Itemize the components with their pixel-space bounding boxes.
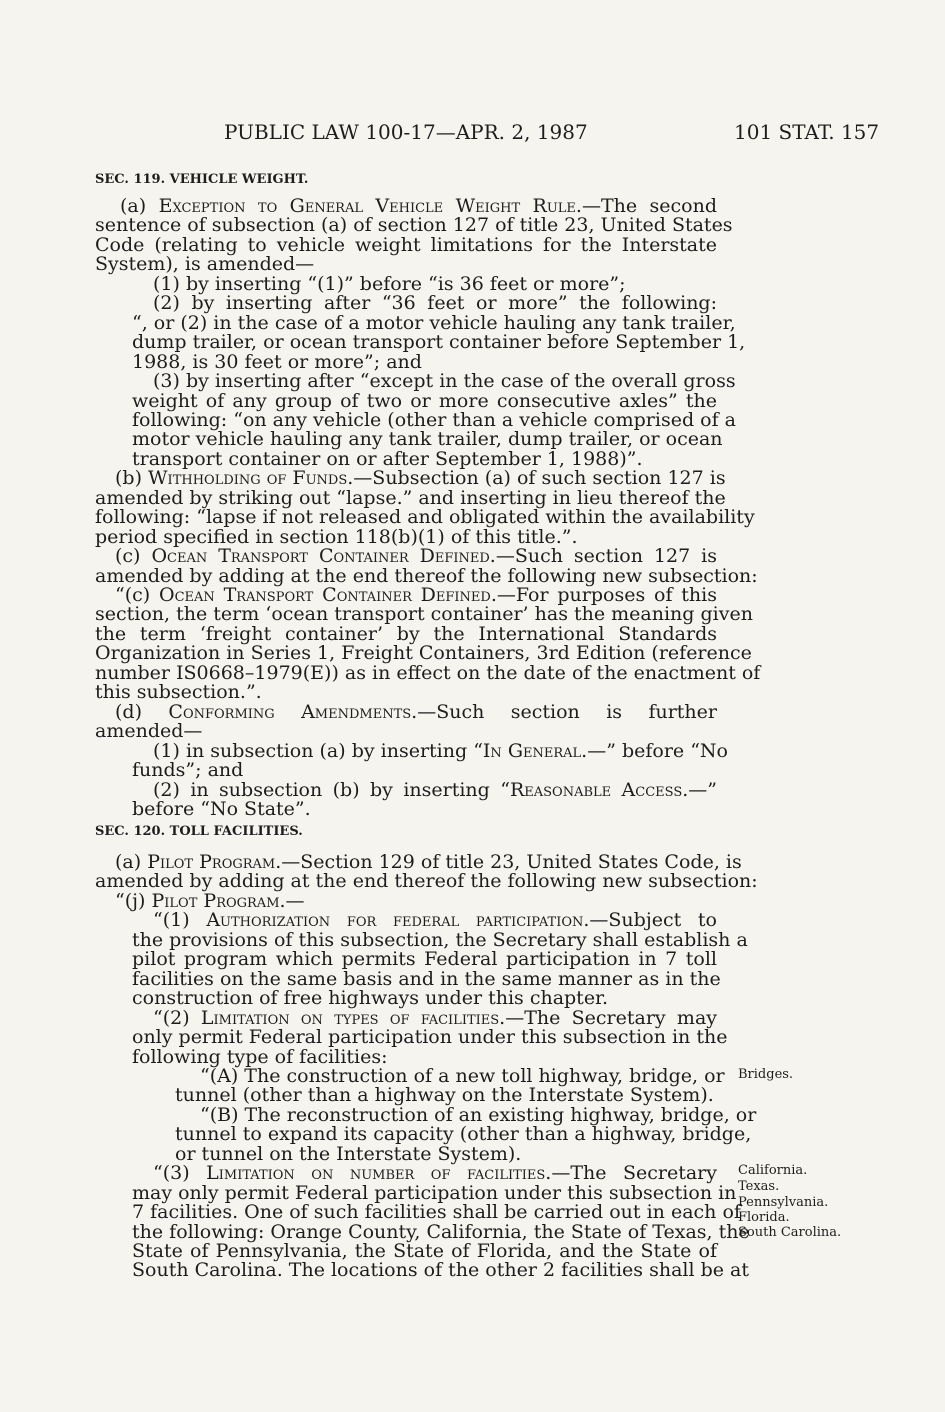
line-text: or tunnel on the Interstate System). [175,1142,522,1165]
line-text: —The Secretary [551,1162,718,1185]
text-line [175,1086,717,1105]
text-line [120,197,717,216]
line-text: Code (relating to vehicle weight limitations for the Interstate [95,233,717,256]
line-text: may only permit Federal participation under this subsection in [132,1181,737,1204]
line-text: “(B) The reconstruction of an existing highway, bridge, or [200,1103,757,1126]
text-line [132,1242,717,1261]
line-text: motor vehicle hauling any tank trailer, dump trailer, or ocean [132,428,723,451]
text-line [115,851,742,873]
text-line [132,350,717,373]
text-line [132,389,717,412]
line-text: —Subsection (a) of such section 127 is [353,467,726,490]
line-text: following type of facilities: [132,1045,388,1068]
text-line [153,272,717,295]
text-line [153,370,736,393]
text-line [153,294,717,313]
line-text: the term ‘freight container’ by the International Standards [95,622,717,645]
text-line [115,700,717,723]
line-text: following: “on any vehicle (other than a vehicle comprised of a [132,408,736,431]
line-text: —” before “No [587,739,728,762]
line-prefix: (d) [115,700,169,723]
line-text: —The second [581,195,717,217]
text-line [95,603,753,626]
running-header-title: PUBLIC LAW 100-17—APR. 2, 1987 [224,120,588,144]
line-text: (2) by inserting after “36 feet or more” the following: [153,292,717,315]
text-line [153,1006,718,1029]
subsection-caption: Ocean Transport Container Defined. [159,584,497,606]
subsection-caption: Exception to General Vehicle Weight Rule. [158,195,582,217]
text-line [132,1045,717,1068]
line-text: construction of free highways under this chapter. [132,987,609,1010]
text-line [132,311,736,334]
text-line [95,870,758,893]
line-text: —Subject to [589,909,717,932]
text-line [132,1026,728,1049]
text-line [95,564,758,587]
line-text: period specified in section 118(b)(1) of this title.”. [95,525,578,548]
line-prefix: (1) in subsection (a) by inserting “ [153,739,483,762]
text-line [95,525,717,548]
line-text: pilot program which permits Federal participation in 7 toll [132,948,717,971]
line-text: “(A) The construction of a new toll highway, bridge, or [200,1064,725,1087]
line-text: the following: Orange County, California, the State of Texas, the [132,1220,750,1243]
line-text: sentence of subsection (a) of section 127 of title 23, United States [95,214,733,237]
line-text: amended by adding at the end thereof the following new subsection: [95,564,758,587]
text-line [132,928,748,951]
line-text: (3) by inserting after “except in the case of the overall gross [153,370,736,393]
line-prefix: “(j) [115,889,152,912]
text-line [132,967,721,990]
line-prefix: “(2) [153,1006,201,1029]
line-text: amended by adding at the end thereof the following new subsection: [95,870,758,893]
text-line [132,1201,741,1224]
line-prefix: “(c) [115,584,159,606]
line-text: transport container on or after September 1, 1988)”. [132,447,643,470]
text-line [132,428,723,451]
text-line [153,739,728,762]
margin-note-bridges: Bridges. [738,1067,794,1082]
line-text: funds”; and [132,759,244,782]
text-line [200,1103,757,1126]
line-prefix: “(3) [153,1162,207,1185]
line-text: —Section 129 of title 23, United States Code, is [281,851,742,873]
text-line [153,778,717,801]
section-heading: SEC. 119. VEHICLE WEIGHT. [95,172,309,187]
line-text: weight of any group of two or more consecutive axles” the [132,389,717,412]
line-text: Organization in Series 1, Freight Containers, 3rd Edition (reference [95,642,752,665]
text-line [132,1181,737,1204]
text-line [95,214,733,237]
line-text: System), is amended— [95,253,315,276]
subsection-caption: In General. [482,739,588,762]
text-line [132,950,717,969]
text-line [132,989,717,1008]
text-line [132,1259,750,1282]
subsection-caption: Reasonable Access. [509,778,689,801]
line-text: following: “lapse if not released and obligated within the availability [95,506,755,529]
text-line [115,467,726,490]
line-text: tunnel (other than a highway on the Interstate System). [175,1084,714,1107]
line-text: South Carolina. The locations of the other 2 facilities shall be at [132,1259,750,1282]
subsection-caption: Pilot Program. [147,851,282,873]
subsection-caption: Ocean Transport Container Defined. [151,545,496,568]
line-prefix: (b) [115,467,149,490]
text-line [95,642,752,665]
text-line [132,797,717,820]
margin-note-florida: Florida. [738,1210,790,1225]
line-text: facilities on the same basis and in the same manner as in the [132,967,721,990]
subsection-caption: Conforming Amendments. [168,700,418,723]
line-text: — [285,889,305,912]
text-line [95,683,717,702]
text-line [115,889,717,912]
line-prefix: (a) [115,851,148,873]
line-text: —Such section 127 is [495,545,717,568]
line-text: “, or (2) in the case of a motor vehicle hauling any tank trailer, [132,311,736,334]
line-text: only permit Federal participation under this subsection in the [132,1026,728,1049]
text-line [175,1142,717,1165]
line-text: State of Pennsylvania, the State of Florida, and the State of [132,1240,717,1262]
text-line [95,622,717,645]
line-prefix: (a) [120,195,159,217]
section-heading: SEC. 120. TOLL FACILITIES. [95,824,303,839]
line-text: 7 facilities. One of such facilities shall be carried out in each of [132,1201,741,1224]
subsection-caption: Pilot Program. [151,889,286,912]
text-line [95,722,717,741]
margin-note-texas: Texas. [738,1179,780,1194]
running-header-stat-page: 101 STAT. 157 [734,120,880,144]
margin-note-california: California. [738,1163,808,1178]
line-text: —Such section is further [417,700,717,723]
text-line [95,233,717,256]
text-line [95,255,717,274]
line-text: number IS0668–1979(E)) as in effect on the date of the enactment of [95,661,761,684]
line-text: —The Secretary may [505,1006,718,1029]
line-text: dump trailer, or ocean transport container before September 1, [132,331,746,354]
line-text: before “No State”. [132,797,311,820]
line-text: this subsection.”. [95,681,262,704]
subsection-caption: Withholding of Funds. [148,467,354,490]
text-line [132,1220,750,1243]
line-text: tunnel to expand its capacity (other than a highway, bridge, [175,1123,752,1146]
text-line [115,547,717,566]
line-text: (1) by inserting “(1)” before “is 36 feet or more”; [153,272,626,295]
line-text: —For purposes of this [496,584,717,606]
text-line [132,331,746,354]
line-text: the provisions of this subsection, the Secretary shall establish a [132,928,748,951]
margin-note-pennsylvania: Pennsylvania. [738,1195,829,1210]
line-text: section, the term ‘ocean transport container’ has the meaning given [95,603,753,626]
line-prefix: (c) [115,545,152,568]
text-line [95,506,755,529]
line-text: amended by striking out “lapse.” and inserting in lieu thereof the [95,486,726,509]
line-text: 1988, is 30 feet or more”; and [132,350,422,373]
line-prefix: (2) in subsection (b) by inserting “ [153,778,510,801]
text-line [95,661,761,684]
text-line [132,408,736,431]
margin-note-south-carolina: South Carolina. [738,1225,842,1240]
text-line [115,586,717,605]
subsection-caption: Limitation on number of facilities. [206,1162,552,1185]
text-line [95,486,726,509]
line-text: —” [688,778,717,801]
subsection-caption: Limitation on types of facilities. [200,1006,506,1029]
text-line [132,761,717,780]
text-line [153,1164,717,1183]
subsection-caption: Authorization for federal participation. [206,909,590,932]
text-line [200,1064,725,1087]
text-line [153,911,717,930]
text-line [175,1123,752,1146]
line-text: amended— [95,720,203,743]
line-prefix: “(1) [153,909,207,932]
text-line [132,447,717,470]
